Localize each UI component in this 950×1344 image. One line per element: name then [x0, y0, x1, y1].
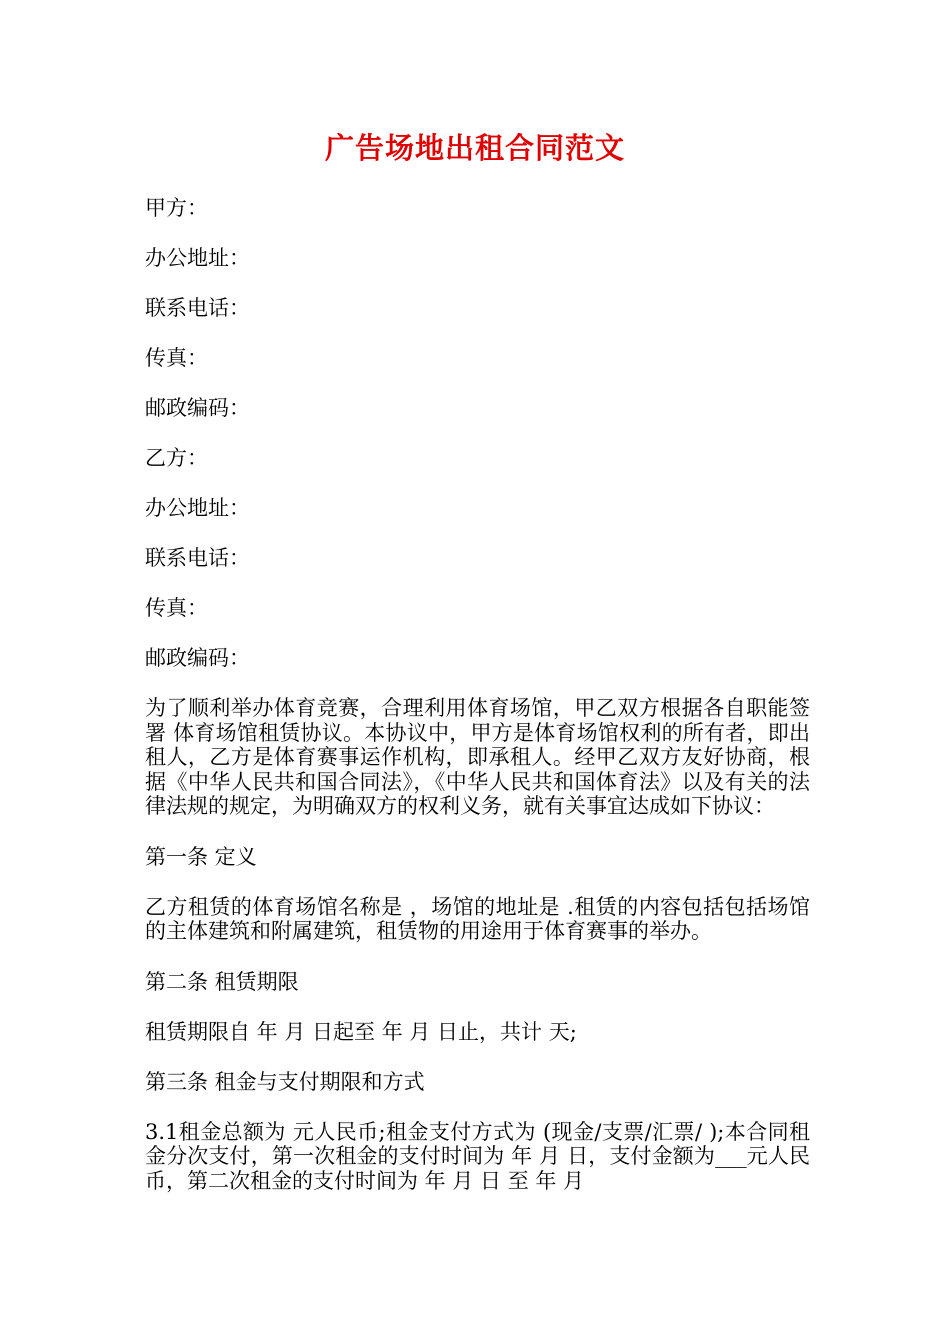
article1-text: 乙方租赁的体育场馆名称是 ，场馆的地址是 .租赁的内容包括包括场馆的主体建筑和附属建筑，租赁物的用途用于体育赛事的举办。: [145, 894, 810, 943]
document-body: [145, 196, 810, 1219]
party-a-phone: 联系电话：: [145, 296, 250, 320]
party-b-label: 乙方：: [145, 446, 208, 470]
article2-heading: 第二条 租赁期限: [145, 969, 299, 994]
document-title: 广告场地出租合同范文: [324, 131, 625, 165]
preamble-paragraph: 为了顺利举办体育竞赛，合理利用体育场馆，甲乙双方根据各自职能签署 体育场馆租赁协议。本协议中，甲方是体育场馆权利的所有者，即出租人，乙方是体育赛事运作机构，即承租人。经甲乙双方友好协商，根据《中华人民共和国合同法》，《中华人民共和国体育法》以及有关的法律法规的规定，为明确双方的权利义务，就有关事宜达成如下协议：: [145, 696, 810, 818]
party-b-phone: 联系电话：: [145, 546, 250, 570]
party-b-postcode: 邮政编码：: [145, 646, 250, 670]
article2-text: 租赁期限自 年 月 日起至 年 月 日止，共计 天;: [145, 1019, 577, 1044]
article1-heading: 第一条 定义: [145, 844, 257, 869]
party-a-label: 甲方：: [145, 196, 208, 220]
article3-heading: 第三条 租金与支付期限和方式: [145, 1069, 425, 1094]
party-b-fax: 传真：: [145, 596, 208, 620]
party-a-postcode: 邮政编码：: [145, 396, 250, 420]
party-a-address: 办公地址：: [145, 246, 250, 270]
party-b-address: 办公地址：: [145, 496, 250, 520]
article3-text: 3.1租金总额为 元人民币;租金支付方式为 (现金/支票/汇票/ );本合同租金分次支付，第一次租金的支付时间为 年 月 日，支付金额为___元人民币，第二次租金的支付时间为 年 月 日 至 年 月: [145, 1119, 810, 1193]
party-a-fax: 传真：: [145, 346, 208, 370]
